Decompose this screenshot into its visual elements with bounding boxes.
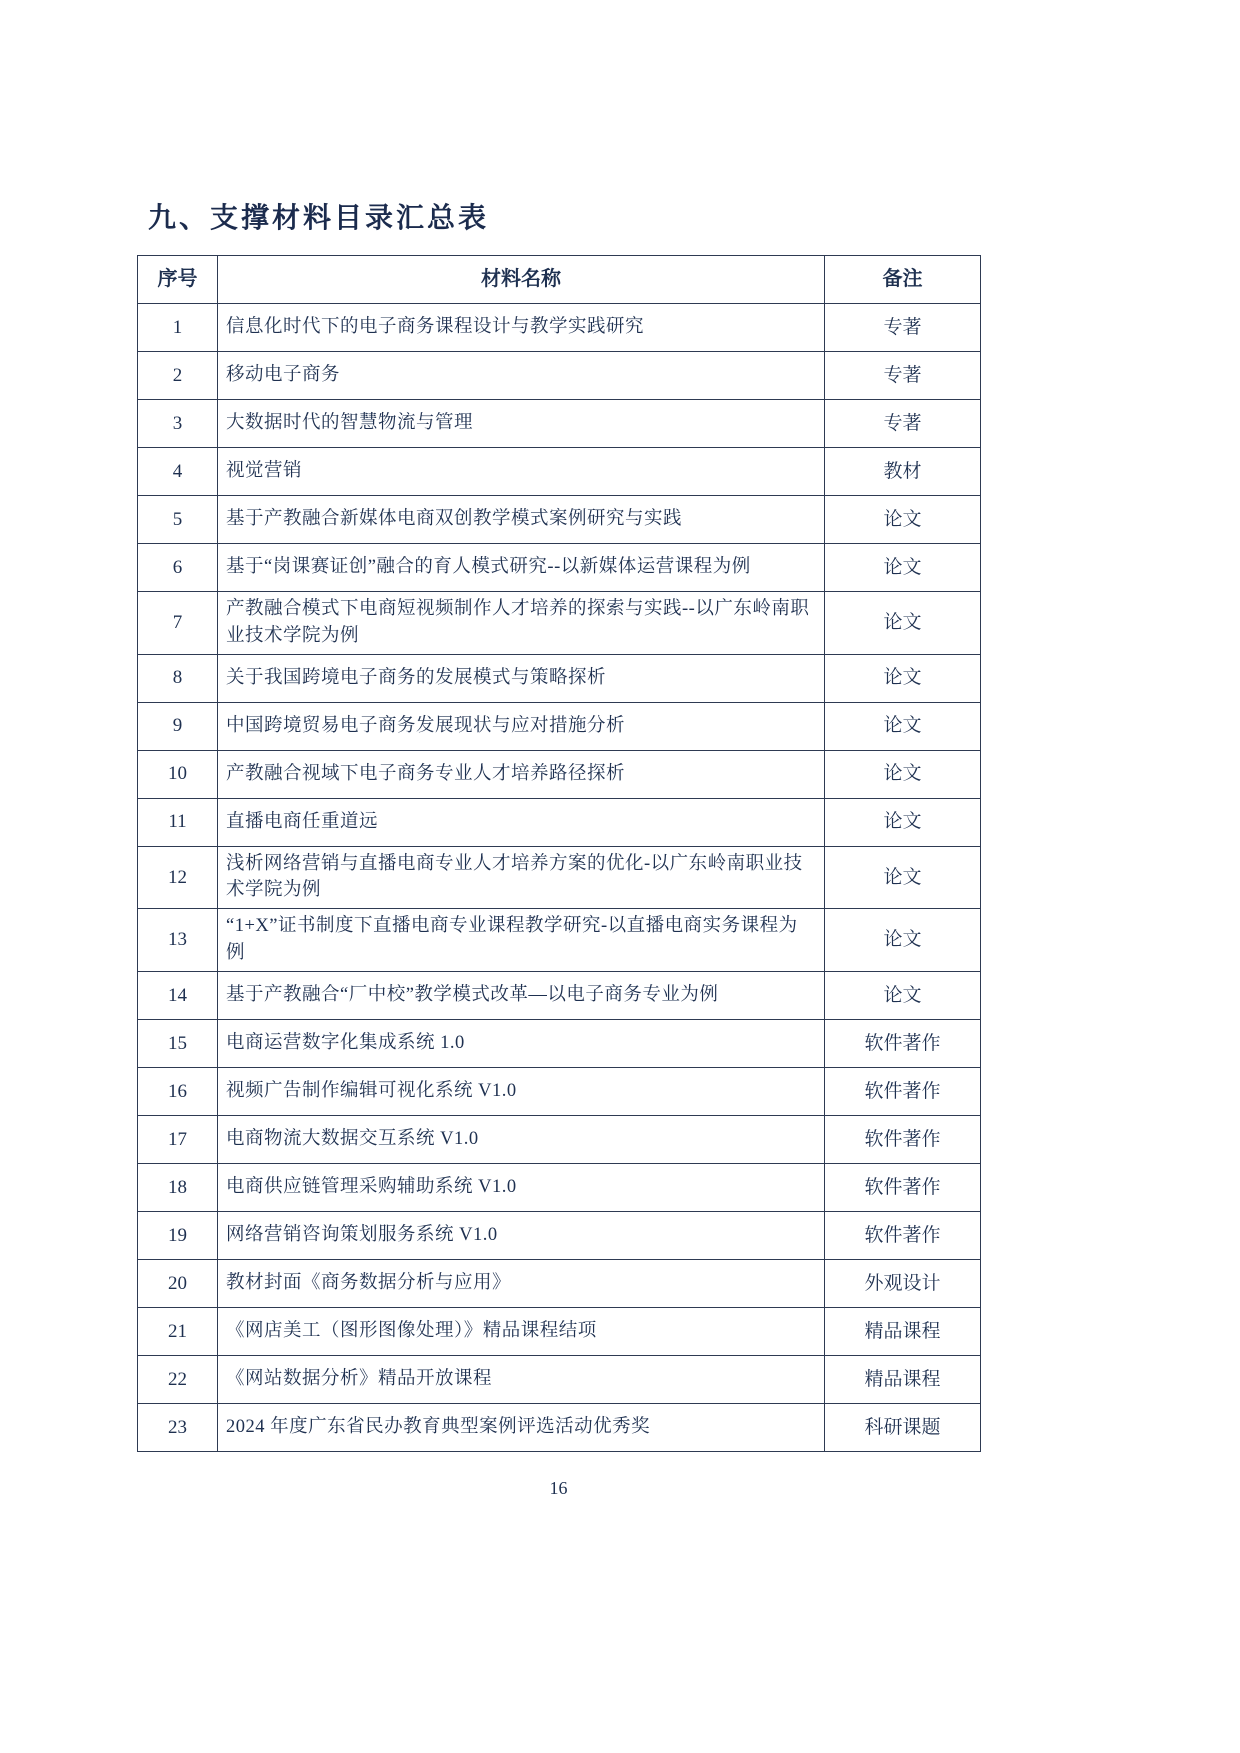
row-number: 7 xyxy=(138,592,218,655)
header-material-name: 材料名称 xyxy=(218,256,825,304)
table-row xyxy=(138,1307,981,1355)
material-name: 产教融合视域下电子商务专业人才培养路径探析 xyxy=(218,750,825,798)
materials-table xyxy=(137,255,981,1452)
remark: 外观设计 xyxy=(825,1259,981,1307)
material-name: 2024 年度广东省民办教育典型案例评选活动优秀奖 xyxy=(218,1403,825,1451)
row-number: 22 xyxy=(138,1355,218,1403)
table-row xyxy=(138,400,981,448)
row-number: 18 xyxy=(138,1163,218,1211)
remark: 科研课题 xyxy=(825,1403,981,1451)
remark: 软件著作 xyxy=(825,1211,981,1259)
material-name: 大数据时代的智慧物流与管理 xyxy=(218,400,825,448)
table-row xyxy=(138,654,981,702)
table-row xyxy=(138,592,981,655)
remark: 精品课程 xyxy=(825,1355,981,1403)
page-title: 九、支撑材料目录汇总表 xyxy=(148,203,490,234)
row-number: 12 xyxy=(138,846,218,909)
header-remark: 备注 xyxy=(825,256,981,304)
row-number: 19 xyxy=(138,1211,218,1259)
remark: 专著 xyxy=(825,352,981,400)
material-name: 关于我国跨境电子商务的发展模式与策略探析 xyxy=(218,654,825,702)
remark: 论文 xyxy=(825,592,981,655)
material-name: 移动电子商务 xyxy=(218,352,825,400)
material-name: 电商运营数字化集成系统 1.0 xyxy=(218,1019,825,1067)
material-name: “1+X”证书制度下直播电商专业课程教学研究-以直播电商实务课程为例 xyxy=(218,909,825,972)
remark: 论文 xyxy=(825,846,981,909)
material-name: 网络营销咨询策划服务系统 V1.0 xyxy=(218,1211,825,1259)
table-row xyxy=(138,448,981,496)
row-number: 10 xyxy=(138,750,218,798)
table-row xyxy=(138,798,981,846)
row-number: 4 xyxy=(138,448,218,496)
table-row xyxy=(138,544,981,592)
material-name: 视频广告制作编辑可视化系统 V1.0 xyxy=(218,1067,825,1115)
table-row xyxy=(138,352,981,400)
row-number: 2 xyxy=(138,352,218,400)
remark: 论文 xyxy=(825,702,981,750)
row-number: 8 xyxy=(138,654,218,702)
row-number: 15 xyxy=(138,1019,218,1067)
material-name: 直播电商任重道远 xyxy=(218,798,825,846)
row-number: 20 xyxy=(138,1259,218,1307)
table-row xyxy=(138,1019,981,1067)
remark: 教材 xyxy=(825,448,981,496)
table-row xyxy=(138,1211,981,1259)
row-number: 11 xyxy=(138,798,218,846)
remark: 精品课程 xyxy=(825,1307,981,1355)
table-header-row xyxy=(138,256,981,304)
material-name: 基于产教融合新媒体电商双创教学模式案例研究与实践 xyxy=(218,496,825,544)
row-number: 17 xyxy=(138,1115,218,1163)
remark: 软件著作 xyxy=(825,1067,981,1115)
remark: 论文 xyxy=(825,971,981,1019)
material-name: 《网站数据分析》精品开放课程 xyxy=(218,1355,825,1403)
table-row xyxy=(138,909,981,972)
row-number: 16 xyxy=(138,1067,218,1115)
material-name: 基于产教融合“厂中校”教学模式改革—以电子商务专业为例 xyxy=(218,971,825,1019)
remark: 软件著作 xyxy=(825,1019,981,1067)
table-row xyxy=(138,304,981,352)
material-name: 电商物流大数据交互系统 V1.0 xyxy=(218,1115,825,1163)
table-row xyxy=(138,1163,981,1211)
remark: 论文 xyxy=(825,750,981,798)
row-number: 5 xyxy=(138,496,218,544)
remark: 软件著作 xyxy=(825,1163,981,1211)
row-number: 9 xyxy=(138,702,218,750)
material-name: 信息化时代下的电子商务课程设计与教学实践研究 xyxy=(218,304,825,352)
table-row xyxy=(138,702,981,750)
table-row xyxy=(138,1067,981,1115)
page-number: 16 xyxy=(549,1478,568,1498)
material-name: 产教融合模式下电商短视频制作人才培养的探索与实践--以广东岭南职业技术学院为例 xyxy=(218,592,825,655)
material-name: 浅析网络营销与直播电商专业人才培养方案的优化-以广东岭南职业技术学院为例 xyxy=(218,846,825,909)
table-row xyxy=(138,1115,981,1163)
row-number: 14 xyxy=(138,971,218,1019)
remark: 论文 xyxy=(825,798,981,846)
header-number: 序号 xyxy=(138,256,218,304)
remark: 论文 xyxy=(825,544,981,592)
material-name: 《网店美工（图形图像处理）》精品课程结项 xyxy=(218,1307,825,1355)
table-row xyxy=(138,496,981,544)
remark: 论文 xyxy=(825,909,981,972)
row-number: 13 xyxy=(138,909,218,972)
table-row xyxy=(138,1259,981,1307)
row-number: 6 xyxy=(138,544,218,592)
row-number: 21 xyxy=(138,1307,218,1355)
remark: 专著 xyxy=(825,400,981,448)
material-name: 视觉营销 xyxy=(218,448,825,496)
row-number: 3 xyxy=(138,400,218,448)
table-row xyxy=(138,750,981,798)
remark: 软件著作 xyxy=(825,1115,981,1163)
row-number: 1 xyxy=(138,304,218,352)
table-row xyxy=(138,846,981,909)
table-row xyxy=(138,1403,981,1451)
remark: 论文 xyxy=(825,496,981,544)
row-number: 23 xyxy=(138,1403,218,1451)
table-row xyxy=(138,1355,981,1403)
material-name: 中国跨境贸易电子商务发展现状与应对措施分析 xyxy=(218,702,825,750)
material-name: 基于“岗课赛证创”融合的育人模式研究--以新媒体运营课程为例 xyxy=(218,544,825,592)
material-name: 电商供应链管理采购辅助系统 V1.0 xyxy=(218,1163,825,1211)
material-name: 教材封面《商务数据分析与应用》 xyxy=(218,1259,825,1307)
remark: 论文 xyxy=(825,654,981,702)
remark: 专著 xyxy=(825,304,981,352)
table-row xyxy=(138,971,981,1019)
